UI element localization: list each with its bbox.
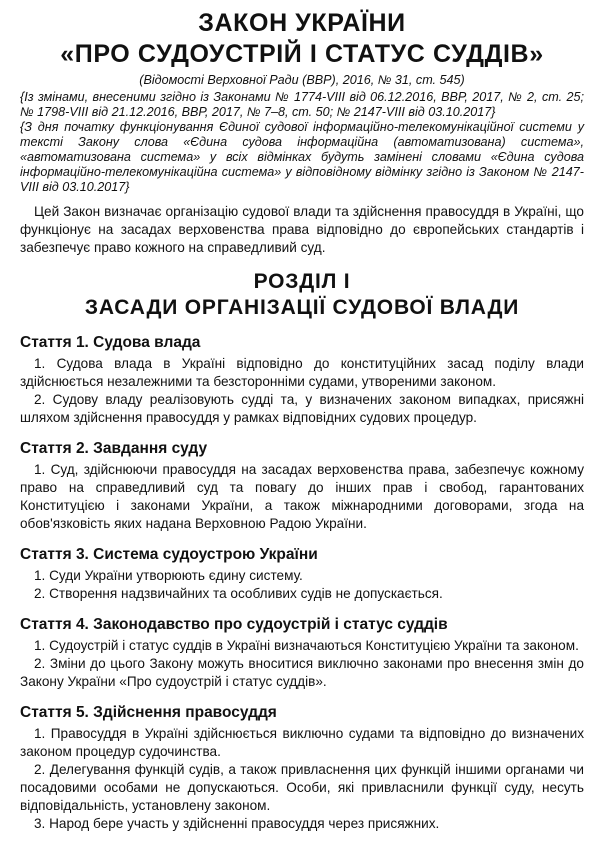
- article-paragraph: 2. Судову владу реалізовують судді та, у визначених законом випадках, присяжні шляхом здійснення правосуддя у рамках відповідних судових процедур.: [20, 392, 584, 425]
- amendments-note: {Із змінами, внесеними згідно із Законами № 1774-VIII від 06.12.2016, ВВР, 2017, № 2, ст. 25; № 1798-VIII від 21.12.2016, ВВР, 2017, № 7–8, ст. 50; № 2147-VIII від 03.10.2017}: [20, 90, 584, 119]
- article-1: [20, 333, 584, 427]
- article-4: [20, 615, 584, 691]
- article-heading: Стаття 5. Здійснення правосуддя: [20, 704, 277, 721]
- section-number: РОЗДІЛ I: [253, 270, 351, 293]
- article-heading: Стаття 1. Судова влада: [20, 334, 201, 351]
- article-paragraph: 2. Зміни до цього Закону можуть вноситися виключно законами про внесення змін до Закону України «Про судоустрій і статус суддів».: [20, 656, 584, 689]
- article-2: [20, 439, 584, 533]
- preamble: Цей Закон визначає організацію судової влади та здійснення правосуддя в Україні, що функціонує на засадах верховенства права відповідно до європейських стандартів і забезпечує право кожного на справедливий суд.: [20, 204, 584, 255]
- article-heading: Стаття 4. Законодавство про судоустрій і статус суддів: [20, 616, 448, 633]
- article-paragraph: 3. Народ бере участь у здійсненні правосуддя через присяжних.: [34, 816, 440, 831]
- publication-source: (Відомості Верховної Ради (ВВР), 2016, № 31, ст. 545): [139, 73, 465, 87]
- article-paragraph: 1. Суди України утворюють єдину систему.: [34, 568, 303, 583]
- law-name-title: «ПРО СУДОУСТРІЙ І СТАТУС СУДДІВ»: [60, 40, 544, 68]
- article-paragraph: 2. Створення надзвичайних та особливих судів не допускається.: [34, 586, 443, 601]
- article-3: [20, 545, 584, 603]
- section-title: ЗАСАДИ ОРГАНІЗАЦІЇ СУДОВОЇ ВЛАДИ: [84, 296, 520, 319]
- article-paragraph: 1. Суд, здійснюючи правосуддя на засадах верховенства права, забезпечує кожному право на справедливий суд та повагу до інших прав і свобод, гарантованих Конституцією і законами України, а також міжнародними договорами, згода на обов'язковість яких надана Верховною Радою України.: [20, 462, 584, 531]
- terminology-note: {З дня початку функціонування Єдиної судової інформаційно-телекомунікаційної системи у тексті Закону слова «Єдина судова інформаційна (автоматизована) система», «автоматизована система» у всіх відмінках будуть замінені словами «Єдина судова інформаційно-телекомунікаційна система» у відповідному відмінку згідно із Законом № 2147-VIII від 03.10.2017}: [20, 120, 584, 194]
- article-heading: Стаття 3. Система судоустрою України: [20, 546, 318, 563]
- article-paragraph: 1. Судоустрій і статус суддів в Україні визначаються Конституцією України та законом.: [34, 638, 579, 653]
- law-type-title: ЗАКОН УКРАЇНИ: [198, 9, 406, 37]
- article-5: [20, 703, 584, 833]
- article-heading: Стаття 2. Завдання суду: [20, 440, 208, 457]
- article-paragraph: 1. Правосуддя в Україні здійснюється виключно судами та відповідно до визначених законом процедур судочинства.: [20, 726, 584, 759]
- article-paragraph: 2. Делегування функцій судів, а також привласнення цих функцій іншими органами чи посадовими особами не допускаються. Особи, які привласнили функції суду, несуть відповідальність, установлену законом.: [20, 762, 584, 813]
- article-paragraph: 1. Судова влада в Україні відповідно до конституційних засад поділу влади здійснюється незалежними та безсторонніми судами, утвореними законом.: [20, 356, 584, 389]
